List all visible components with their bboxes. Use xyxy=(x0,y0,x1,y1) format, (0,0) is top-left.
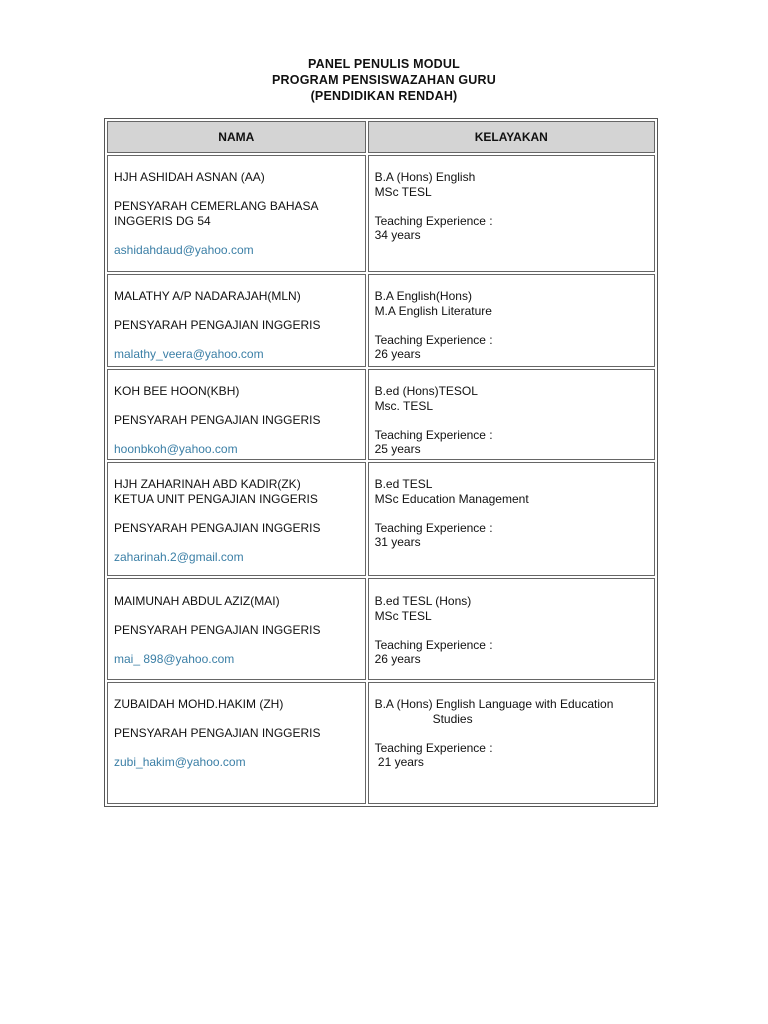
experience-label: Teaching Experience : xyxy=(374,740,493,755)
writer-name: MALATHY A/P NADARAJAH(MLN) xyxy=(114,289,301,303)
experience-years: 26 years xyxy=(374,347,421,361)
writer-name: ZUBAIDAH MOHD.HAKIM (ZH) xyxy=(114,697,284,711)
writer-name: HJH ASHIDAH ASNAN (AA) xyxy=(114,170,265,184)
table-row xyxy=(107,274,655,367)
table-row xyxy=(107,462,655,576)
degree: B.A English(Hons) xyxy=(374,289,472,303)
writer-email[interactable]: ashidahdaud@yahoo.com xyxy=(114,242,254,257)
writer-position: PENSYARAH PENGAJIAN INGGERIS xyxy=(114,726,321,740)
writer-position: PENSYARAH PENGAJIAN INGGERIS xyxy=(114,520,321,535)
writer-name: MAIMUNAH ABDUL AZIZ(MAI) xyxy=(114,594,280,608)
writer-role: KETUA UNIT PENGAJIAN INGGERIS xyxy=(114,491,318,506)
experience-label: Teaching Experience : xyxy=(374,637,493,652)
experience-years: 34 years xyxy=(374,228,421,242)
name-cell xyxy=(107,462,366,576)
table-row xyxy=(107,682,655,804)
degree: B.ed TESL xyxy=(374,477,433,491)
experience-label: Teaching Experience : xyxy=(374,427,493,442)
writer-name: HJH ZAHARINAH ABD KADIR(ZK) xyxy=(114,477,301,491)
degree: B.ed (Hons)TESOL xyxy=(374,384,478,398)
experience-years: 26 years xyxy=(374,652,421,666)
writer-position: PENSYARAH PENGAJIAN INGGERIS xyxy=(114,623,321,637)
degree: MSc TESL xyxy=(374,184,432,199)
qualification-cell xyxy=(368,274,655,367)
writer-email[interactable]: malathy_veera@yahoo.com xyxy=(114,347,264,361)
header-kelayakan: KELAYAKAN xyxy=(368,121,655,153)
qualification-cell xyxy=(368,462,655,576)
degree: M.A English Literature xyxy=(374,303,492,318)
heading-line-2: PROGRAM PENSISWAZAHAN GURU xyxy=(272,73,496,87)
experience-label: Teaching Experience : xyxy=(374,213,493,228)
writer-name: KOH BEE HOON(KBH) xyxy=(114,384,240,398)
name-cell xyxy=(107,682,366,804)
writer-position: PENSYARAH PENGAJIAN INGGERIS xyxy=(114,318,321,332)
writer-position: PENSYARAH PENGAJIAN INGGERIS xyxy=(114,413,321,427)
writer-email[interactable]: zubi_hakim@yahoo.com xyxy=(114,755,246,769)
writer-email[interactable]: mai_ 898@yahoo.com xyxy=(114,652,235,666)
table-row xyxy=(107,369,655,460)
heading-line-1: PANEL PENULIS MODUL xyxy=(308,57,460,71)
experience-years: 21 years xyxy=(374,755,424,769)
table-header-row xyxy=(107,121,655,153)
degree: B.ed TESL (Hons) xyxy=(374,594,472,608)
table-row xyxy=(107,578,655,680)
name-cell xyxy=(107,155,366,272)
degree: B.A (Hons) English xyxy=(374,170,476,184)
degree: MSc TESL xyxy=(374,608,432,623)
header-nama: NAMA xyxy=(107,121,366,153)
name-cell xyxy=(107,578,366,680)
degree: Studies xyxy=(432,711,473,726)
writer-position: INGGERIS DG 54 xyxy=(114,213,211,228)
qualification-cell xyxy=(368,682,655,804)
experience-label: Teaching Experience : xyxy=(374,332,493,347)
writer-position: PENSYARAH CEMERLANG BAHASA xyxy=(114,199,319,213)
writer-email[interactable]: hoonbkoh@yahoo.com xyxy=(114,442,238,456)
qualification-cell xyxy=(368,578,655,680)
heading-line-3: (PENDIDIKAN RENDAH) xyxy=(310,89,458,103)
document-heading xyxy=(0,56,768,104)
panel-table xyxy=(104,118,658,807)
name-cell xyxy=(107,274,366,367)
degree: B.A (Hons) English Language with Education xyxy=(374,697,614,711)
experience-years: 25 years xyxy=(374,442,421,456)
qualification-cell xyxy=(368,155,655,272)
qualification-cell xyxy=(368,369,655,460)
degree: Msc. TESL xyxy=(374,398,434,413)
writer-email[interactable]: zaharinah.2@gmail.com xyxy=(114,549,244,564)
name-cell xyxy=(107,369,366,460)
table-row xyxy=(107,155,655,272)
experience-label: Teaching Experience : xyxy=(374,520,493,535)
degree: MSc Education Management xyxy=(374,491,529,506)
experience-years: 31 years xyxy=(374,535,421,549)
